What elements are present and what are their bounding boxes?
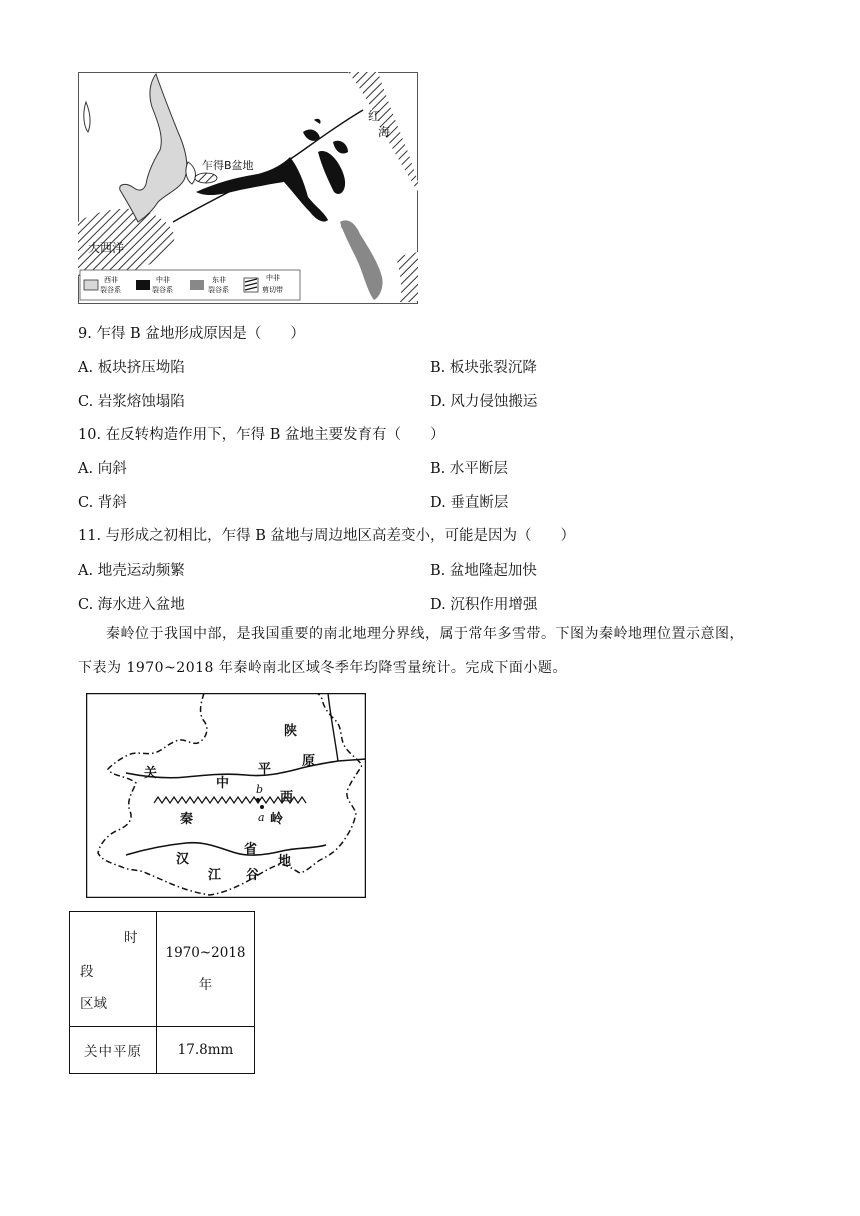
row-label: 关中平原 [70, 1027, 157, 1074]
label-guan: 关 [144, 766, 158, 781]
svg-text:裂谷系: 裂谷系 [100, 286, 121, 294]
question-9-option-a: A. 板块挤压坳陷 [78, 360, 185, 376]
period-line-2: 年 [198, 977, 213, 993]
svg-text:剪切带: 剪切带 [262, 286, 283, 294]
africa-rift-map [78, 72, 418, 304]
label-yuan: 原 [302, 754, 316, 769]
question-11-option-d: D. 沉积作用增强 [430, 597, 538, 613]
label-shan: 陕 [284, 724, 298, 739]
svg-text:裂谷系: 裂谷系 [208, 286, 229, 294]
label-di: 地 [278, 854, 292, 869]
label-gu: 谷 [246, 868, 260, 883]
question-11-stem: 11. 与形成之初相比，乍得 B 盆地与周边地区高差变小，可能是因为（ ） [78, 528, 576, 544]
svg-text:裂谷系: 裂谷系 [152, 286, 173, 294]
basin-label: 乍得B盆地 [202, 159, 254, 172]
table-header-diagonal-cell [70, 912, 157, 1027]
question-10-stem: 10. 在反转构造作用下，乍得 B 盆地主要发育有（ ） [78, 427, 445, 443]
label-sheng: 省 [244, 842, 258, 857]
label-han: 汉 [176, 852, 190, 867]
label-ping: 平 [258, 762, 272, 777]
chad-b-basin-marker [195, 173, 217, 183]
question-10-option-c: C. 背斜 [78, 495, 127, 511]
question-11-option-c: C. 海水进入盆地 [78, 597, 185, 613]
svg-text:中非: 中非 [266, 274, 280, 282]
header-period: 段 [80, 964, 94, 980]
header-time: 时 [124, 930, 138, 946]
question-10-option-b: B. 水平断层 [430, 461, 508, 477]
qinling-map [86, 693, 366, 898]
label-zhong: 中 [216, 776, 230, 791]
label-ling: 岭 [270, 812, 284, 827]
question-11-option-a: A. 地壳运动频繁 [78, 563, 185, 579]
atlantic-label: 大西洋 [88, 241, 125, 255]
snowfall-table [69, 911, 255, 1074]
label-qin: 秦 [180, 812, 194, 827]
header-region: 区域 [80, 996, 107, 1012]
label-jiang: 江 [208, 868, 222, 883]
question-9-option-d: D. 风力侵蚀搬运 [430, 394, 538, 410]
question-10-option-d: D. 垂直断层 [430, 495, 509, 511]
svg-text:西非: 西非 [104, 276, 118, 284]
svg-text:红: 红 [368, 109, 381, 123]
label-xi: 西 [280, 790, 294, 805]
table-header-period [157, 912, 255, 1027]
period-line-1: 1970~2018 [165, 945, 246, 961]
question-9-option-b: B. 板块张裂沉降 [430, 360, 537, 376]
svg-text:海: 海 [378, 125, 391, 139]
row-value: 17.8mm [157, 1027, 255, 1074]
question-10-option-a: A. 向斜 [78, 461, 127, 477]
passage-line-1: 秦岭位于我国中部，是我国重要的南北地理分界线，属于常年多雪带。下图为秦岭地理位置示意图， [106, 626, 744, 642]
passage [78, 617, 798, 685]
svg-text:东非: 东非 [212, 276, 226, 284]
point-b-label: b [256, 783, 264, 796]
passage-line-2: 下表为 1970~2018 年秦岭南北区域冬季年均降雪量统计。完成下面小题。 [78, 660, 567, 676]
point-a-label: a [258, 811, 265, 824]
question-11-option-b: B. 盆地隆起加快 [430, 563, 537, 579]
svg-text:中非: 中非 [156, 276, 170, 284]
question-9-stem: 9. 乍得 B 盆地形成原因是（ ） [78, 326, 305, 342]
question-9-option-c: C. 岩浆熔蚀塌陷 [78, 394, 185, 410]
